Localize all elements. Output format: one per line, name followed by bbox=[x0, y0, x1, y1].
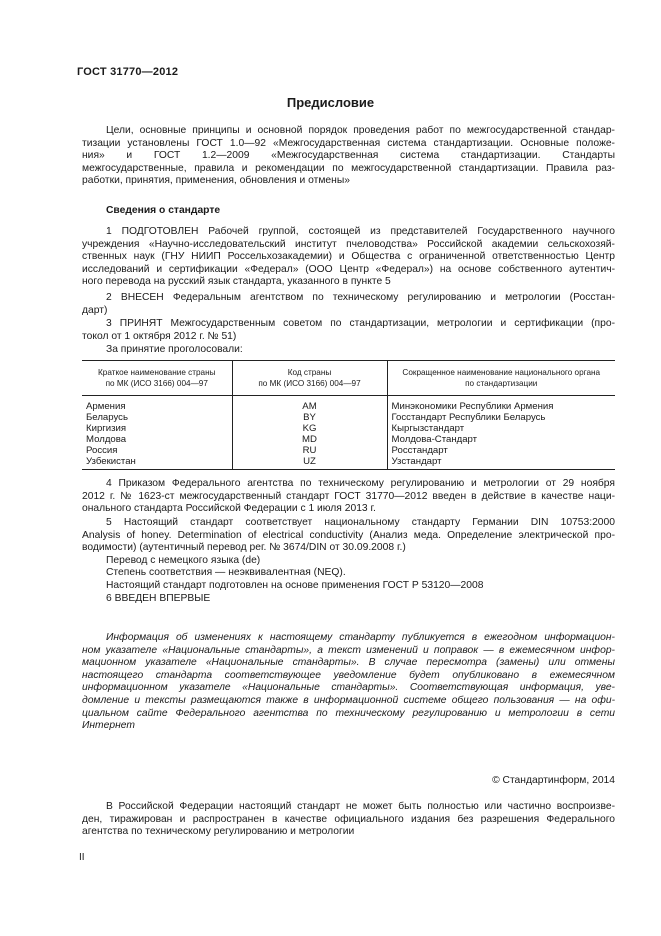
item-3 bbox=[82, 318, 615, 343]
country-cell: Армения bbox=[86, 401, 126, 412]
text-line: ния» и ГОСТ 1.2—2009 «Межгосударственная система стандартизации. Стандарты bbox=[82, 150, 615, 162]
column-header-code: Код страны по МК (ИСО 3166) 004—97 bbox=[232, 361, 387, 396]
column-header-country: Краткое наименование страны по МК (ИСО 3166) 004—97 bbox=[82, 361, 232, 396]
code-cell: AM bbox=[232, 396, 387, 413]
text-line: Analysis of honey. Determination of electrical conductivity (Анализ меда. Определение электрической про- bbox=[82, 529, 615, 541]
table-header-row bbox=[82, 361, 615, 396]
table-row bbox=[82, 445, 615, 456]
text-line: тизации установлены ГОСТ 1.0—92 «Межгосударственная система стандартизации. Основные положе- bbox=[82, 137, 615, 149]
code-cell: KG bbox=[232, 423, 387, 434]
text-line: В Российской Федерации настоящий стандарт не может быть полностью или частично воспроизве- bbox=[106, 801, 615, 812]
text-line: мационном указателе «Национальные стандарты». В случае пересмотра (замены) или отмены bbox=[82, 657, 615, 669]
section-heading: Сведения о стандарте bbox=[106, 205, 221, 216]
body-cell: Росстандарт bbox=[387, 445, 615, 456]
text-line: ден, тиражирован и распространен в качестве официального издания без разрешения Федерального bbox=[82, 813, 615, 825]
vote-intro bbox=[82, 344, 615, 357]
text-line: Интернет bbox=[82, 720, 135, 732]
page-number: II bbox=[79, 852, 85, 863]
country-cell: Беларусь bbox=[86, 412, 128, 423]
text-line: учреждения «Научно-исследовательский институт пчеловодства» Российской академии сельскохозяй- bbox=[82, 238, 615, 250]
text-line: Информация об изменениях к настоящему стандарту публикуется в ежегодном информацион- bbox=[106, 632, 615, 643]
vote-table bbox=[82, 360, 615, 470]
text-line: 6 ВВЕДЕН ВПЕРВЫЕ bbox=[106, 592, 211, 604]
code-cell: UZ bbox=[232, 456, 387, 470]
body-cell: Госстандарт Республики Беларусь bbox=[387, 412, 615, 423]
rights-paragraph bbox=[82, 801, 615, 839]
text-line: дарт) bbox=[82, 304, 108, 316]
text-line: ственных наук (ГНУ НИИП Россельхозакадемии) и Общества с ограниченной ответственностью Центр bbox=[82, 251, 615, 263]
text-line: 5 Настоящий стандарт соответствует национальному стандарту Германии DIN 10753:2000 bbox=[106, 517, 615, 528]
text-line: водимости) (аутентичный перевод рег. № 3674/DIN от 30.09.2008 г.) bbox=[82, 542, 406, 554]
table-row bbox=[82, 423, 615, 434]
country-cell: Узбекистан bbox=[82, 456, 232, 470]
text-line: Цели, основные принципы и основной порядок проведения работ по межгосударственной стандар- bbox=[106, 125, 615, 136]
country-cell: Молдова bbox=[86, 434, 127, 445]
text-line: циальном сайте Федерального агентства по техническому регулированию и метрологии в сети bbox=[82, 707, 615, 719]
text-line: онального стандарта Российской Федерации с 1 июля 2013 г. bbox=[82, 503, 376, 515]
table-row bbox=[82, 456, 615, 470]
country-cell: Россия bbox=[86, 445, 118, 456]
notice-paragraph bbox=[82, 632, 615, 733]
text-line: информационном указателе «Национальные стандарты». Соответствующая информация, уве- bbox=[82, 682, 615, 694]
text-line: агентства по техническому регулированию и метрологии bbox=[82, 826, 355, 838]
item-4 bbox=[82, 478, 615, 516]
body-cell: Кыргызстандарт bbox=[387, 423, 615, 434]
table-row bbox=[82, 412, 615, 423]
intro-paragraph bbox=[82, 125, 615, 188]
text-line: Настоящий стандарт подготовлен на основе применения ГОСТ Р 53120—2008 bbox=[106, 579, 484, 591]
text-line: 2 ВНЕСЕН Федеральным агентством по техническому регулированию и метрологии (Росстан- bbox=[106, 292, 615, 303]
table-row bbox=[82, 434, 615, 445]
text-line: ном указателе «Национальные стандарты», а текст изменений и поправок — в ежемесячном инфор- bbox=[82, 644, 615, 656]
page-title: Предисловие bbox=[286, 95, 375, 110]
body-cell: Минэкономики Республики Армения bbox=[387, 396, 615, 413]
text-line: Степень соответствия — неэквивалентная (NEQ). bbox=[106, 567, 346, 579]
item-1 bbox=[82, 226, 615, 289]
body-cell: Молдова-Стандарт bbox=[387, 434, 615, 445]
text-line: 3 ПРИНЯТ Межгосударственным советом по стандартизации, метрологии и сертификации (про- bbox=[106, 318, 615, 329]
text-line: За принятие проголосовали: bbox=[106, 344, 243, 355]
text-line: токол от 1 октября 2012 г. № 51) bbox=[82, 330, 237, 342]
text-line: исследований и сертификации «Федерал» (ООО Центр «Федерал») на основе собственного аутентич- bbox=[82, 263, 615, 275]
text-line: 4 Приказом Федерального агентства по техническому регулированию и метрологии от 29 ноября bbox=[106, 478, 615, 489]
text-line: работки, принятия, применения, обновления и отмены» bbox=[82, 175, 350, 187]
item-2 bbox=[82, 292, 615, 317]
text-line: Перевод с немецкого языка (de) bbox=[106, 554, 261, 566]
code-cell: BY bbox=[232, 412, 387, 423]
country-cell: Киргизия bbox=[86, 423, 127, 434]
text-line: настоящего стандарта соответствующее уведомление будет опубликовано в ежемесячном bbox=[82, 669, 615, 681]
text-line: домление и тексты размещаются также в информационной системе общего пользования — на офи- bbox=[82, 694, 615, 706]
item-5 bbox=[82, 517, 615, 605]
code-cell: RU bbox=[232, 445, 387, 456]
code-cell: MD bbox=[232, 434, 387, 445]
text-line: 1 ПОДГОТОВЛЕН Рабочей группой, состоящей из представителей Государственного научного bbox=[106, 226, 615, 237]
copyright: © Стандартинформ, 2014 bbox=[492, 775, 615, 786]
table-row bbox=[82, 396, 615, 413]
column-header-body: Сокращенное наименование национального органа по стандартизации bbox=[387, 361, 615, 396]
document-header: ГОСТ 31770—2012 bbox=[77, 66, 179, 78]
text-line: 2012 г. № 1623-ст межгосударственный стандарт ГОСТ 31770—2012 введен в действие в качестве наци- bbox=[82, 490, 615, 502]
text-line: ного перевода на русский язык стандарта, указанного в пункте 5 bbox=[82, 276, 391, 288]
body-cell: Узстандарт bbox=[387, 456, 615, 470]
text-line: межгосударственные, правила и рекомендации по межгосударственной стандартизации. Правила раз- bbox=[82, 162, 615, 174]
